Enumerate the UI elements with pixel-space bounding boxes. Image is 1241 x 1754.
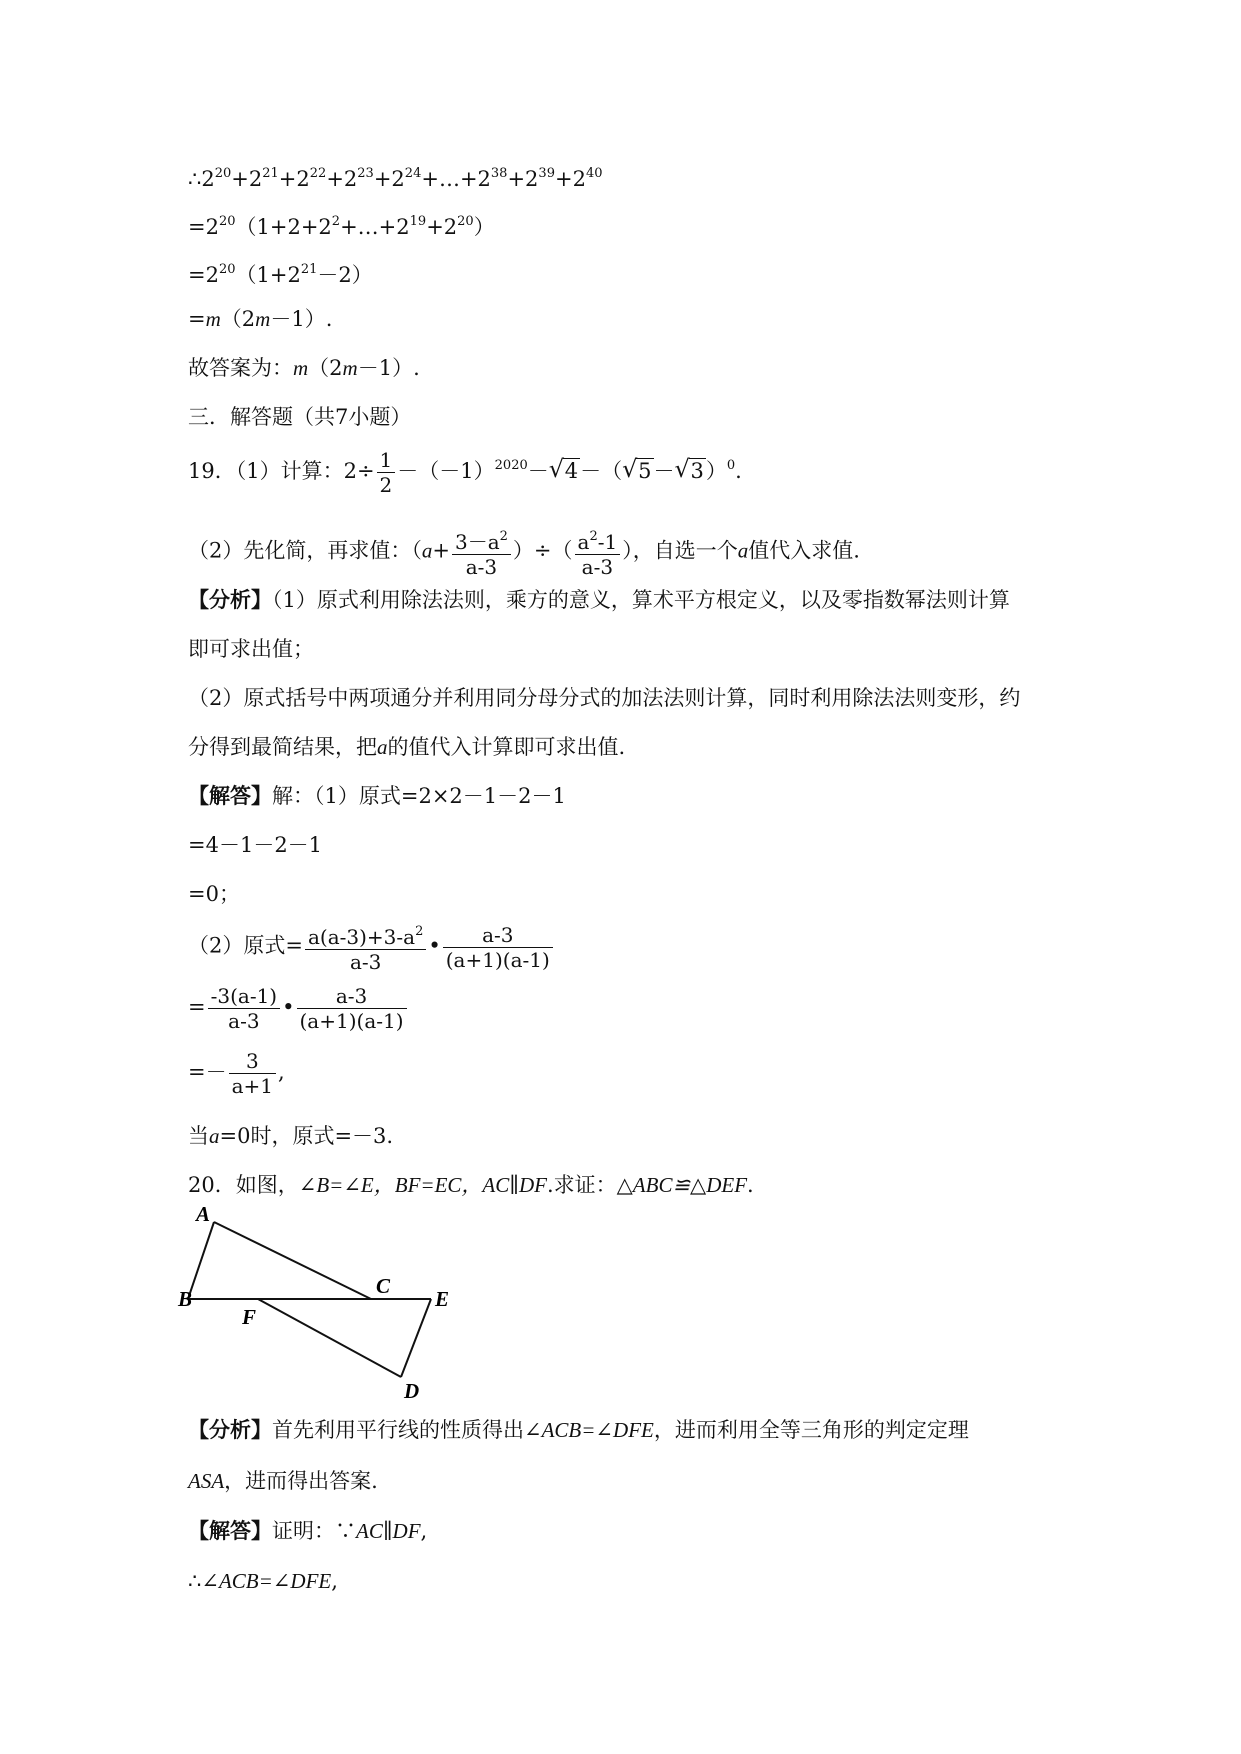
text: +2 (373, 167, 405, 191)
section-heading: 三．解答题（共7小题） (188, 405, 412, 429)
solution-line-6 (188, 1049, 285, 1098)
fraction (575, 525, 621, 579)
text: + (432, 538, 450, 563)
numerator: a-3 (297, 984, 407, 1009)
segment-ac (214, 1222, 371, 1299)
question-19-part-2 (188, 525, 860, 579)
exponent: 0 (726, 458, 736, 473)
exponent: 2020 (494, 458, 528, 473)
text: －1）. (357, 356, 420, 380)
radicand: 3 (690, 459, 704, 483)
analysis-tag: 【分析】 (188, 1417, 272, 1442)
text: = (188, 307, 206, 331)
fraction (377, 448, 396, 497)
text: 20．如图， (188, 1173, 299, 1197)
text: +…+2 (340, 215, 410, 239)
text: ） (473, 215, 495, 239)
solution-line-4 (188, 920, 555, 974)
text: 3－a (454, 530, 500, 554)
text: （2 (220, 307, 256, 331)
text: +2 (554, 167, 586, 191)
equation-line-4 (188, 307, 332, 331)
exponent: 40 (585, 166, 603, 181)
text: .求证： (546, 1173, 617, 1197)
variable: m (205, 307, 221, 331)
solution-20-line-1 (188, 1519, 427, 1543)
numerator: 1 (377, 448, 396, 473)
answer-line (188, 356, 420, 380)
exponent: 22 (309, 166, 327, 181)
math-expression: ASA (188, 1469, 225, 1493)
text: ∴ (188, 1569, 202, 1593)
text: =0时，原式=－3. (219, 1124, 394, 1148)
math-expression: △ABC≌△DEF (616, 1173, 748, 1197)
numerator (452, 525, 511, 555)
math-expression: ∠ACB=∠DFE (201, 1569, 332, 1593)
numerator: -3(a-1) (208, 984, 281, 1009)
geometry-figure (178, 1202, 508, 1405)
text: +2 (278, 167, 310, 191)
text: （2）先化简，再求值：（ (188, 538, 422, 563)
text: ），自选一个 (622, 538, 738, 563)
numerator (575, 525, 621, 555)
variable: a (421, 538, 433, 563)
text: +…+2 (421, 167, 491, 191)
solution-tag: 【解答】 (188, 1518, 272, 1543)
text: • (282, 995, 295, 1019)
solution-line-2: =4－1－2－1 (188, 833, 323, 857)
fraction (443, 923, 553, 972)
text: ） (705, 459, 727, 483)
fraction (452, 525, 511, 579)
fraction (297, 984, 407, 1033)
exponent: 20 (457, 214, 474, 229)
text: （1+2 (235, 263, 301, 287)
text: , (420, 1519, 428, 1543)
denominator: a-3 (349, 950, 382, 974)
solution-line-3: =0； (188, 882, 240, 906)
text: +2 (426, 215, 458, 239)
exponent: 19 (409, 214, 427, 229)
variable: m (293, 356, 309, 380)
solution-line-7 (188, 1124, 393, 1148)
text: ∴2 (188, 167, 215, 191)
text: , (278, 1060, 285, 1084)
fraction (229, 1049, 276, 1098)
math-expression: ∠B=∠E，BF=EC，AC∥DF (298, 1173, 547, 1197)
variable: a (377, 735, 388, 759)
sqrt (549, 459, 580, 483)
label-a: A (196, 1202, 211, 1226)
text: （2）原式= (188, 933, 303, 958)
denominator: a-3 (581, 555, 614, 579)
label-d: D (404, 1379, 420, 1403)
text: －2） (317, 263, 373, 287)
text: （1+2+2 (235, 215, 332, 239)
analysis-tag: 【分析】 (188, 587, 272, 612)
text: 当 (188, 1124, 209, 1148)
text: 解：（1）原式=2×2－1－2－1 (272, 784, 566, 808)
math-expression: AC∥DF (356, 1519, 421, 1543)
label-b: B (178, 1287, 193, 1311)
text: ）÷（ (512, 538, 573, 563)
text: +2 (507, 167, 539, 191)
segment-fd (258, 1299, 401, 1377)
text: +2 (231, 167, 263, 191)
solution-line-1 (188, 784, 566, 808)
text: =2 (188, 263, 219, 287)
numerator: 3 (229, 1049, 276, 1074)
denominator: (a+1)(a-1) (299, 1009, 404, 1033)
exponent: 2 (499, 529, 508, 544)
equation-line-1 (188, 162, 602, 191)
exponent: 20 (214, 166, 232, 181)
analysis-line-4 (188, 735, 625, 759)
fraction (305, 920, 426, 974)
segment-ed (401, 1299, 431, 1377)
label-f: F (242, 1305, 257, 1329)
solution-tag: 【解答】 (188, 783, 272, 808)
text: 19．（1）计算：2÷ (188, 459, 375, 483)
text: =2 (188, 215, 219, 239)
analysis-line-1 (188, 588, 1010, 612)
fraction (208, 984, 281, 1033)
denominator: (a+1)(a-1) (445, 947, 550, 972)
question-19-part-1 (188, 448, 742, 497)
text: 故答案为： (188, 356, 293, 380)
question-20 (188, 1173, 754, 1197)
variable: a (209, 1124, 220, 1148)
numerator (305, 920, 426, 950)
text: 首先利用平行线的性质得出 (272, 1418, 524, 1442)
sqrt (622, 459, 653, 483)
text: －（－1） (397, 459, 495, 483)
text: 值代入求值. (748, 538, 860, 563)
text: . (747, 1173, 754, 1197)
text: 分得到最简结果，把 (188, 735, 377, 759)
analysis-line-3: （2）原式括号中两项通分并利用同分母分式的加法法则计算，同时利用除法法则变形，约 (188, 686, 1021, 710)
exponent: 20 (218, 214, 236, 229)
solution-20-line-2 (188, 1569, 338, 1593)
denominator: a-3 (465, 555, 498, 579)
variable: a (737, 538, 749, 563)
denominator: a+1 (231, 1074, 274, 1098)
text: a (577, 530, 590, 554)
variable: m (255, 307, 271, 331)
exponent: 23 (357, 166, 374, 181)
equation-line-2 (188, 210, 495, 239)
text: （2 (308, 356, 343, 380)
exponent: 21 (262, 166, 279, 181)
text: － (653, 459, 675, 483)
exponent: 2 (589, 529, 598, 544)
text: （1）原式利用除法法则，乘方的意义，算术平方根定义，以及零指数幂法则计算 (272, 588, 1010, 612)
analysis-line-2: 即可求出值； (188, 637, 314, 661)
radicand: 4 (564, 459, 579, 483)
variable: m (342, 356, 358, 380)
label-c: C (376, 1274, 391, 1298)
denominator: 2 (379, 473, 393, 497)
exponent: 39 (538, 166, 555, 181)
text: a(a-3)+3-a (307, 925, 416, 949)
numerator: a-3 (443, 923, 553, 948)
exponent: 2 (331, 214, 341, 229)
text: ，进而得出答案. (224, 1469, 378, 1493)
analysis-20-line-2 (188, 1469, 378, 1493)
text: =－ (188, 1060, 227, 1084)
equation-line-3 (188, 258, 373, 287)
text: +2 (326, 167, 358, 191)
text: • (428, 933, 441, 958)
text: ，进而利用全等三角形的判定定理 (653, 1418, 969, 1442)
text: 证明：∵ (272, 1519, 356, 1543)
text: － (527, 459, 549, 483)
text: = (188, 995, 206, 1019)
radicand: 5 (638, 459, 652, 483)
text: －1）. (270, 307, 333, 331)
text: -1 (597, 530, 618, 554)
math-expression: ∠ACB=∠DFE (524, 1418, 654, 1442)
text: , (331, 1569, 338, 1593)
solution-line-5 (188, 984, 409, 1033)
exponent: 20 (218, 262, 236, 277)
denominator: a-3 (228, 1009, 260, 1033)
sqrt (675, 459, 706, 483)
exponent: 38 (490, 166, 508, 181)
exponent: 2 (415, 924, 424, 939)
text: . (735, 459, 742, 483)
text: －（ (580, 459, 623, 483)
analysis-20-line-1 (188, 1418, 969, 1442)
text: 的值代入计算即可求出值. (387, 735, 626, 759)
label-e: E (435, 1287, 450, 1311)
exponent: 24 (404, 166, 422, 181)
exponent: 21 (300, 262, 318, 277)
